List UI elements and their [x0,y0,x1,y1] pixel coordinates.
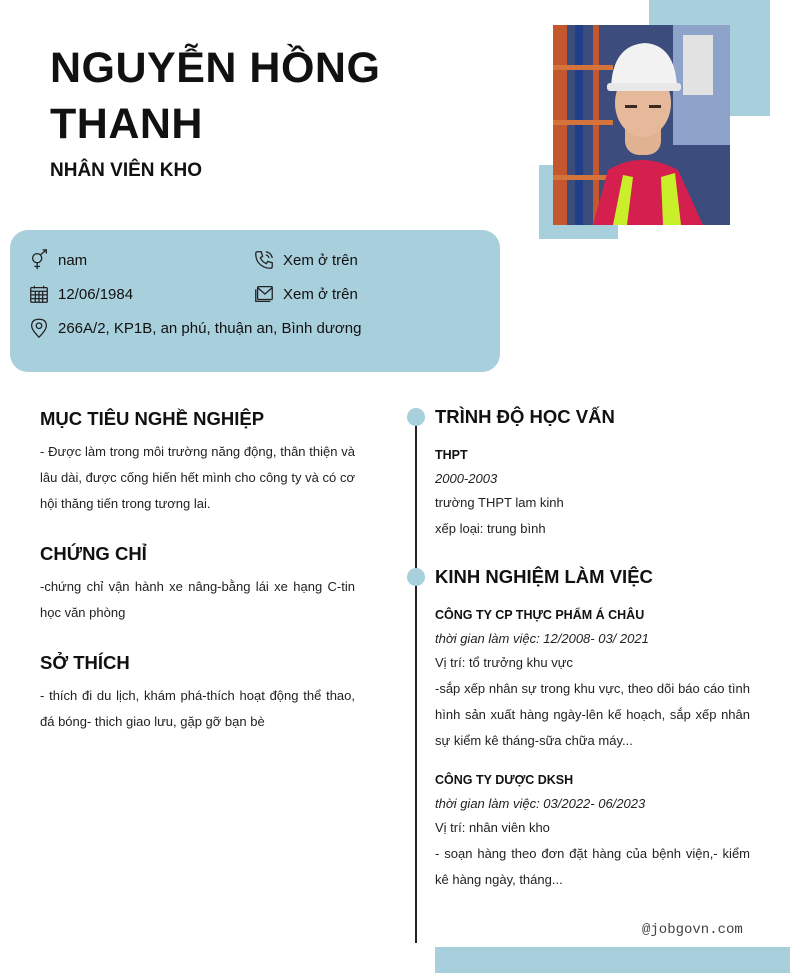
email-value: Xem ở trên [283,285,358,303]
mail-icon [253,283,275,305]
gender-row [28,249,87,271]
objective-text: - Được làm trong môi trường năng động, thân thiện và lâu dài, được cống hiến hết mình cho công ty và có cơ hội thăng tiến trong tương lai. [40,444,355,511]
job-position: Vị trí: nhân viên kho [435,820,550,835]
job-company: CÔNG TY CP THỰC PHẨM Á CHÂU [435,608,645,622]
portrait-photo [553,25,730,225]
contact-info-panel [10,230,500,372]
location-pin-icon [28,317,50,339]
education-level: THPT [435,448,468,462]
timeline-line [415,416,417,943]
decorative-block-bottom [435,947,790,973]
education-bullet [407,408,425,426]
birthday-value: 12/06/1984 [58,285,134,303]
certificates-title: CHỨNG CHỈ [40,543,147,564]
education-grade: xếp loại: trung bình [435,521,546,536]
candidate-name: NGUYỄN HỒNG THANH [50,44,381,148]
experience-title: KINH NGHIỆM LÀM VIỆC [435,566,653,587]
calendar-icon [28,283,50,305]
job-description: -sắp xếp nhân sự trong khu vực, theo dõi báo cáo tình hình sản xuất hàng ngày-lên kế hoạch, sắp xếp nhân sự kiểm kê tháng-sữa chữa máy... [435,681,750,748]
footer-watermark: @jobgovn.com [642,922,743,938]
hobbies-title: SỞ THÍCH [40,652,130,673]
phone-icon [253,249,275,271]
education-title: TRÌNH ĐỘ HỌC VẤN [435,406,615,427]
objective-title: MỤC TIÊU NGHỀ NGHIỆP [40,408,265,429]
education-period: 2000-2003 [435,471,498,486]
birthday-row [28,283,133,305]
education-school: trường THPT lam kinh [435,495,564,510]
phone-row [253,249,358,271]
address-row [28,317,361,339]
job-title: NHÂN VIÊN KHO [50,160,203,181]
address-value: 266A/2, KP1B, an phú, thuận an, Bình dương [58,319,362,337]
job-company: CÔNG TY DƯỢC DKSH [435,773,574,787]
job-description: - soạn hàng theo đơn đặt hàng của bệnh viện,- kiểm kê hàng ngày, tháng... [435,846,750,887]
certificates-text: -chứng chỉ vận hành xe nâng-bằng lái xe hạng C-tin học văn phòng [40,579,355,620]
gender-icon [28,249,50,271]
hobbies-text: - thích đi du lịch, khám phá-thích hoạt động thể thao, đá bóng- thich giao lưu, gặp gỡ bạn bè [40,688,355,729]
email-row [253,283,358,305]
phone-value: Xem ở trên [283,251,358,269]
gender-value: nam [58,251,88,269]
job-position: Vị trí: tổ trưởng khu vực [435,655,573,670]
experience-bullet [407,568,425,586]
job-period: thời gian làm việc: 12/2008- 03/ 2021 [435,631,649,646]
job-period: thời gian làm việc: 03/2022- 06/2023 [435,796,646,811]
